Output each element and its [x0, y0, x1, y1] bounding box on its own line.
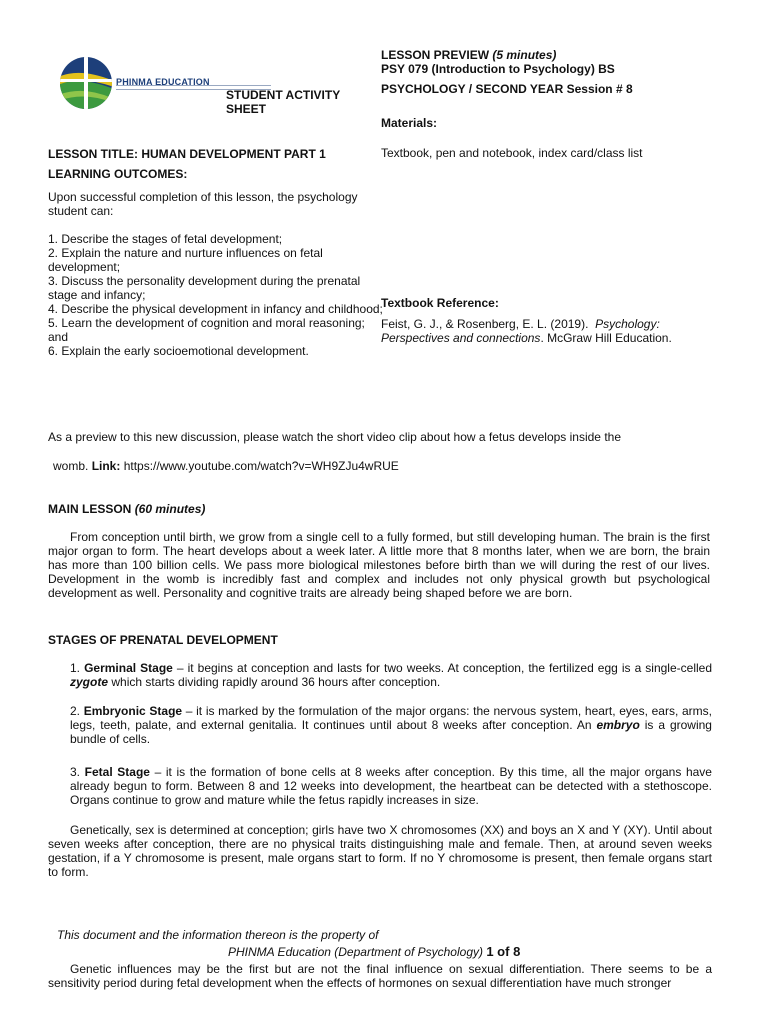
- outcomes-list: [48, 232, 388, 358]
- stage-term: zygote: [70, 675, 109, 689]
- preview-link-line: [53, 459, 733, 473]
- outcome-item: 1. Describe the stages of fetal development;: [48, 232, 283, 246]
- stage-embryonic: [70, 704, 712, 746]
- learning-outcomes-heading: LEARNING OUTCOMES:: [48, 167, 188, 181]
- outcome-item: 2. Explain the nature and nurture influences on fetal development;: [48, 246, 323, 274]
- lesson-preview-line: [381, 48, 751, 62]
- outcome-item: 4. Describe the physical development in infancy and childhood;: [48, 302, 383, 316]
- stage-title: Germinal Stage: [84, 661, 173, 675]
- main-lesson-time: (60 minutes): [134, 502, 206, 516]
- phinma-logo-icon: [58, 55, 114, 111]
- outcome-item: 6. Explain the early socioemotional development.: [48, 344, 309, 358]
- outcomes-intro: Upon successful completion of this lesson, the psychology student can:: [48, 190, 358, 218]
- stages-heading: STAGES OF PRENATAL DEVELOPMENT: [48, 633, 278, 647]
- footer-owner-line: [228, 945, 520, 959]
- logo-wordmark: PHINMA EDUCATION: [116, 77, 210, 87]
- link-label: Link:: [91, 459, 121, 473]
- outcome-item: 3. Discuss the personality development during the prenatal stage and infancy;: [48, 274, 361, 302]
- lesson-preview-time: (5 minutes): [492, 48, 557, 62]
- materials-label: Materials:: [381, 116, 438, 130]
- header-right: [381, 48, 751, 130]
- main-lesson-label: MAIN LESSON: [48, 502, 132, 516]
- stage-text: – it is marked by the formulation of the major organs: the nervous system, heart, eyes, ears, arms, legs, teeth, palate, and external genitalia. It continues until about 8 weeks after conception. An: [70, 704, 712, 732]
- reference-book-title: Psychology: Perspectives and connections: [381, 317, 660, 345]
- sheet-title: STUDENT ACTIVITY SHEET: [226, 88, 341, 116]
- page-number: 1 of 8: [486, 944, 521, 959]
- outcome-item: 5. Learn the development of cognition and moral reasoning; and: [48, 316, 365, 344]
- main-lesson-paragraph: From conception until birth, we grow from a single cell to a fully formed, but still developing human. The brain is the first major organ to form. The heart develops about a week later. A little more that 8 months later, when we are born, the brain has more than 100 billion cells. We pass more biological milestones before birth than we will during the rest of our lives. Development in the womb is incredibly fast and complex and includes not only physical growth but psychological development as well. Personality and cognitive traits are already being shaped before we are born.: [48, 530, 710, 600]
- stage-text: which starts dividing rapidly around 36 hours after conception.: [108, 675, 441, 689]
- stage-germinal: [70, 661, 712, 689]
- lesson-preview-label: LESSON PREVIEW: [381, 48, 490, 62]
- stage-title: Fetal Stage: [84, 765, 150, 779]
- main-lesson-heading: [48, 502, 205, 516]
- stage-text: is a growing bundle of cells.: [70, 718, 712, 746]
- stage-fetal: [70, 765, 712, 807]
- preview-text: As a preview to this new discussion, please watch the short video clip about how a fetus develops inside the: [48, 430, 621, 444]
- lesson-title: LESSON TITLE: HUMAN DEVELOPMENT PART 1: [48, 147, 326, 161]
- stage-text: – it is the formation of bone cells at 8 weeks after conception. By this time, all the major organs have already begun to form. Between 8 and 12 weeks into development, the heartbeat can be detected with a stethoscope. Organs continue to grow and mature while the fetus rapidly increases in size.: [70, 765, 712, 807]
- stage-term: embryo: [596, 718, 640, 732]
- genetic-influences-paragraph: Genetic influences may be the first but are not the final influence on sexual differentiation. There seems to be a sensitivity period during fetal development when the effects of hormones on sexual differentiation have much stronger: [48, 962, 712, 990]
- reference-authors: Feist, G. J., & Rosenberg, E. L. (2019).: [381, 317, 589, 331]
- stage-number: 3.: [70, 765, 81, 779]
- textbook-reference-heading: Textbook Reference:: [381, 296, 499, 310]
- footer-owner: PHINMA Education (Department of Psychology): [228, 945, 483, 959]
- course-code: PSY 079 (Introduction to Psychology) BS: [381, 62, 615, 76]
- stage-number: 2.: [70, 704, 81, 718]
- preview-text-cont: womb.: [53, 459, 89, 473]
- footer-property-line: This document and the information thereon is the property of: [57, 928, 379, 942]
- video-link[interactable]: https://www.youtube.com/watch?v=WH9ZJu4wRUE: [123, 459, 399, 473]
- materials-text: Textbook, pen and notebook, index card/class list: [381, 146, 643, 160]
- stage-text: – it begins at conception and lasts for two weeks. At conception, the fertilized egg is a single-celled: [172, 661, 712, 675]
- textbook-reference: [381, 317, 721, 345]
- reference-publisher: . McGraw Hill Education.: [540, 331, 672, 345]
- sex-determination-paragraph: Genetically, sex is determined at conception; girls have two X chromosomes (XX) and boys an X and Y (XY). Until about seven weeks after conception, there are no physical traits distinguishing male and female. Then, at around seven weeks gestation, if a Y chromosome is present, male organs start to form. If no Y chromosome is present, then female organs start to form.: [48, 823, 712, 879]
- program-session: PSYCHOLOGY / SECOND YEAR Session # 8: [381, 82, 633, 96]
- stage-title: Embryonic Stage: [83, 704, 183, 718]
- stage-number: 1.: [70, 661, 81, 675]
